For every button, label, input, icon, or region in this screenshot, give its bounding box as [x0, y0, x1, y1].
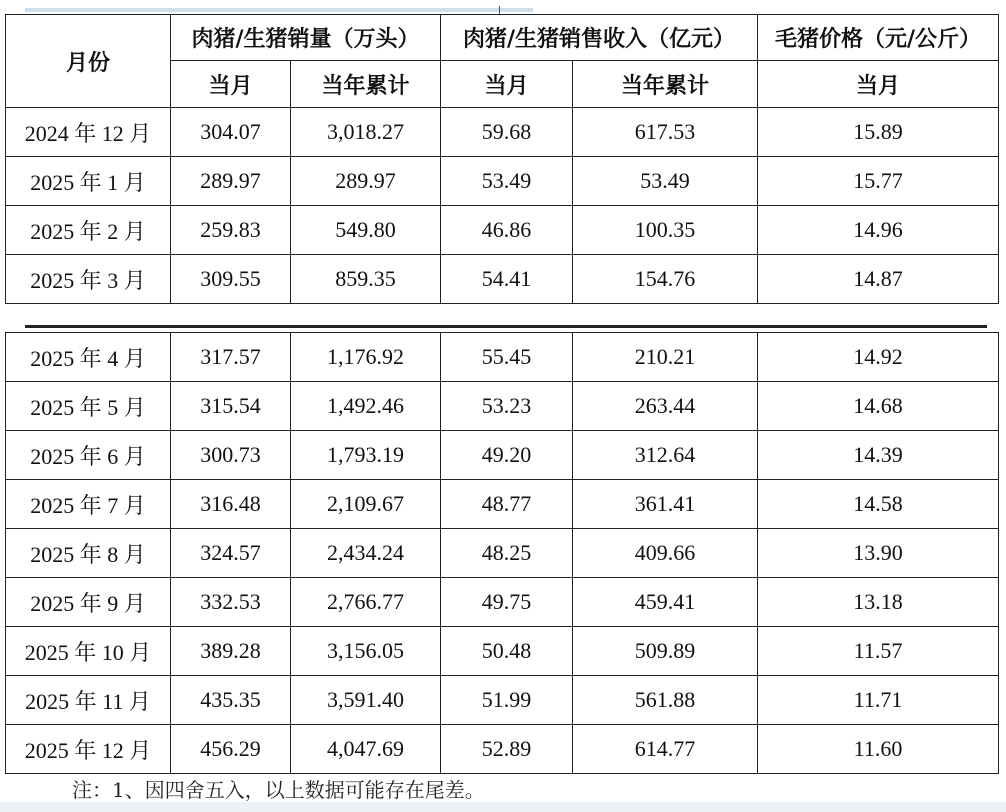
cell-volume-cumulative: 3,591.40 — [291, 676, 441, 725]
cell-month: 2025 年 2 月 — [6, 206, 171, 255]
table-row — [6, 529, 999, 578]
cell-revenue-current: 46.86 — [441, 206, 573, 255]
table-row — [6, 627, 999, 676]
cell-price-current: 14.87 — [758, 255, 999, 304]
cell-revenue-cumulative: 614.77 — [573, 725, 758, 774]
cell-price-current: 11.57 — [758, 627, 999, 676]
cell-volume-cumulative: 2,109.67 — [291, 480, 441, 529]
header-price: 毛猪价格（元/公斤） — [758, 15, 999, 61]
cell-revenue-cumulative: 100.35 — [573, 206, 758, 255]
cell-month: 2025 年 1 月 — [6, 157, 171, 206]
cell-price-current: 11.71 — [758, 676, 999, 725]
cell-volume-cumulative: 1,793.19 — [291, 431, 441, 480]
table-row — [6, 157, 999, 206]
cell-month: 2025 年 10 月 — [6, 627, 171, 676]
cell-price-current: 15.89 — [758, 108, 999, 157]
cell-revenue-current: 55.45 — [441, 333, 573, 382]
cell-price-current: 11.60 — [758, 725, 999, 774]
table-row — [6, 108, 999, 157]
header-sales-revenue: 肉猪/生猪销售收入（亿元） — [441, 15, 758, 61]
table-row — [6, 255, 999, 304]
cell-volume-current: 456.29 — [171, 725, 291, 774]
cell-month: 2025 年 6 月 — [6, 431, 171, 480]
cell-revenue-cumulative: 617.53 — [573, 108, 758, 157]
cell-price-current: 13.18 — [758, 578, 999, 627]
cell-revenue-current: 48.77 — [441, 480, 573, 529]
cell-month: 2025 年 12 月 — [6, 725, 171, 774]
cell-volume-cumulative: 549.80 — [291, 206, 441, 255]
cell-revenue-current: 51.99 — [441, 676, 573, 725]
cell-revenue-cumulative: 210.21 — [573, 333, 758, 382]
cell-volume-cumulative: 2,434.24 — [291, 529, 441, 578]
table-row — [6, 333, 999, 382]
cell-month: 2025 年 9 月 — [6, 578, 171, 627]
cell-month: 2025 年 7 月 — [6, 480, 171, 529]
cell-volume-current: 435.35 — [171, 676, 291, 725]
cell-revenue-cumulative: 459.41 — [573, 578, 758, 627]
cell-volume-current: 315.54 — [171, 382, 291, 431]
cell-volume-cumulative: 3,018.27 — [291, 108, 441, 157]
cell-volume-cumulative: 2,766.77 — [291, 578, 441, 627]
cell-revenue-current: 53.49 — [441, 157, 573, 206]
cell-volume-current: 316.48 — [171, 480, 291, 529]
header-row-1 — [6, 15, 999, 61]
cell-volume-cumulative: 3,156.05 — [291, 627, 441, 676]
header-vol-current: 当月 — [171, 61, 291, 108]
cell-revenue-cumulative: 263.44 — [573, 382, 758, 431]
table-row — [6, 578, 999, 627]
footnote: 注：1、因四舍五入，以上数据可能存在尾差。 — [72, 778, 485, 802]
header-rev-cumulative: 当年累计 — [573, 61, 758, 108]
top-decorative-strip — [25, 8, 533, 12]
cell-month: 2025 年 8 月 — [6, 529, 171, 578]
cell-volume-current: 289.97 — [171, 157, 291, 206]
cell-volume-current: 309.55 — [171, 255, 291, 304]
cell-month: 2025 年 4 月 — [6, 333, 171, 382]
table-row — [6, 480, 999, 529]
cell-volume-cumulative: 4,047.69 — [291, 725, 441, 774]
cell-price-current: 14.92 — [758, 333, 999, 382]
cell-volume-current: 332.53 — [171, 578, 291, 627]
cell-revenue-cumulative: 561.88 — [573, 676, 758, 725]
cell-revenue-cumulative: 154.76 — [573, 255, 758, 304]
table-row — [6, 206, 999, 255]
cell-revenue-current: 49.75 — [441, 578, 573, 627]
cell-revenue-cumulative: 509.89 — [573, 627, 758, 676]
header-price-current: 当月 — [758, 61, 999, 108]
cell-volume-current: 304.07 — [171, 108, 291, 157]
cell-volume-current: 259.83 — [171, 206, 291, 255]
cell-price-current: 14.58 — [758, 480, 999, 529]
table-row — [6, 725, 999, 774]
header-sales-volume: 肉猪/生猪销量（万头） — [171, 15, 441, 61]
header-rev-current: 当月 — [441, 61, 573, 108]
sales-table-top — [5, 14, 999, 304]
cell-revenue-current: 59.68 — [441, 108, 573, 157]
cell-revenue-current: 50.48 — [441, 627, 573, 676]
table-row — [6, 431, 999, 480]
cell-month: 2024 年 12 月 — [6, 108, 171, 157]
cell-revenue-current: 53.23 — [441, 382, 573, 431]
cell-price-current: 15.77 — [758, 157, 999, 206]
cell-revenue-cumulative: 409.66 — [573, 529, 758, 578]
table-row — [6, 676, 999, 725]
cell-price-current: 14.96 — [758, 206, 999, 255]
sales-table-bottom — [5, 332, 999, 774]
cell-price-current: 14.68 — [758, 382, 999, 431]
cell-revenue-current: 49.20 — [441, 431, 573, 480]
cell-volume-cumulative: 1,176.92 — [291, 333, 441, 382]
cell-volume-current: 300.73 — [171, 431, 291, 480]
cell-month: 2025 年 3 月 — [6, 255, 171, 304]
header-vol-cumulative: 当年累计 — [291, 61, 441, 108]
cell-price-current: 13.90 — [758, 529, 999, 578]
cell-volume-cumulative: 859.35 — [291, 255, 441, 304]
cell-revenue-current: 52.89 — [441, 725, 573, 774]
cell-month: 2025 年 11 月 — [6, 676, 171, 725]
cell-revenue-current: 48.25 — [441, 529, 573, 578]
bottom-strip — [0, 802, 1006, 812]
cell-volume-cumulative: 1,492.46 — [291, 382, 441, 431]
cell-revenue-cumulative: 312.64 — [573, 431, 758, 480]
cell-revenue-cumulative: 53.49 — [573, 157, 758, 206]
top-tick-mark — [499, 6, 500, 14]
page-separator-line — [25, 325, 987, 328]
cell-volume-current: 324.57 — [171, 529, 291, 578]
cell-volume-current: 389.28 — [171, 627, 291, 676]
cell-revenue-current: 54.41 — [441, 255, 573, 304]
cell-price-current: 14.39 — [758, 431, 999, 480]
cell-volume-cumulative: 289.97 — [291, 157, 441, 206]
cell-volume-current: 317.57 — [171, 333, 291, 382]
table-row — [6, 382, 999, 431]
cell-month: 2025 年 5 月 — [6, 382, 171, 431]
cell-revenue-cumulative: 361.41 — [573, 480, 758, 529]
header-month: 月份 — [6, 15, 171, 108]
